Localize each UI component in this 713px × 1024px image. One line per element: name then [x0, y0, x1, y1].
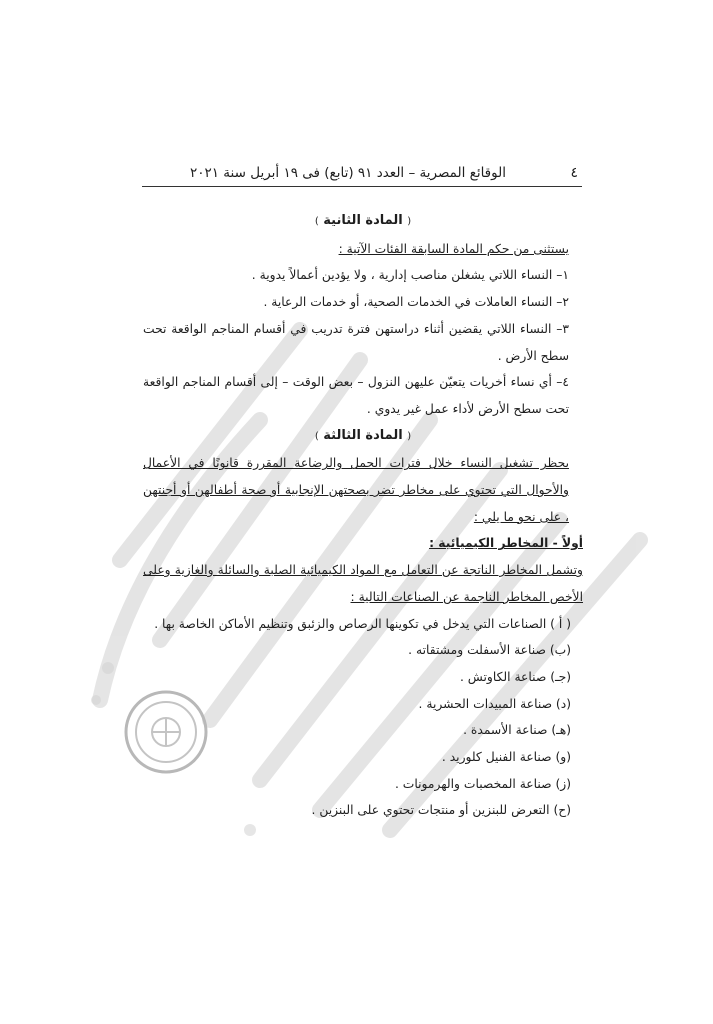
article-3-title: المادة الثالثة [323, 427, 403, 443]
page-number: ٤ [570, 165, 578, 181]
industry-item: (و) صناعة الفنيل كلوريد . [441, 750, 571, 765]
article-3-heading [143, 423, 583, 451]
article-2-heading [143, 208, 583, 236]
industry-item: (ح) التعرض للبنزين أو منتجات تحتوي على البنزين . [311, 803, 571, 818]
industry-item: ( أ ) الصناعات التي يدخل في تكوينها الرصاص والزئبق وتنظيم الأماكن الخاصة بها . [154, 616, 571, 631]
industry-item: (جـ) صناعة الكاوتش . [459, 669, 571, 684]
article-2-item: ٤– أي نساء أخريات يتعيّن عليهن النزول – بعض الوقت – إلى أقسام المناجم الواقعة تحت سطح الأرض لأداء عمل غير يدوي . [143, 375, 569, 416]
page-header [142, 160, 582, 187]
article-2-title: المادة الثانية [323, 213, 403, 228]
article-2-item: ١– النساء اللاتي يشغلن مناصب إدارية ، ولا يؤدين أعمالاً يدوية . [251, 268, 569, 283]
open-paren: ( [407, 216, 412, 227]
industry-item: (ز) صناعة المخصبات والهرمونات . [394, 776, 571, 791]
article-2-item: ٣– النساء اللاتي يقضين أثناء دراستهن فترة تدريب في أقسام المناجم الواقعة تحت سطح الأرض . [143, 321, 569, 363]
article-2-item: ٢– النساء العاملات في الخدمات الصحية، أو خدمات الرعاية . [263, 295, 569, 310]
open-paren: ( [407, 430, 412, 442]
article-3-intro-text: يحظر تشغيل النساء خلال فترات الحمل والرضاعة المقررة قانونًا في الأعمال والأحوال التي تحتوي على مخاطر تضر بصحتهن الإنجابية أو صحة أطفالهن أو أجنتهن ، على نحو ما يلي : [143, 456, 569, 524]
article-3-subheading [143, 530, 583, 557]
document-body [143, 208, 583, 824]
industry-item: (هـ) صناعة الأسمدة . [463, 723, 571, 738]
industry-item: (د) صناعة المبيدات الحشرية . [418, 696, 571, 711]
article-2-intro [143, 236, 583, 263]
article-3-intro [143, 450, 583, 530]
article-3-sub-intro-text: وتشمل المخاطر الناتجة عن التعامل مع المواد الكيميائية الصلبة والسائلة والغازية وعلى الأخص المخاطر الناجمة عن الصناعات التالية : [143, 563, 583, 604]
chemical-hazards-heading: أولاً - المخاطر الكيميائية : [429, 536, 583, 551]
article-2-intro-text: يستثنى من حكم المادة السابقة الفئات الآتية : [338, 241, 569, 256]
industry-item: (ب) صناعة الأسفلت ومشتقاته . [408, 643, 571, 658]
close-paren: ) [314, 216, 319, 227]
gazette-title: الوقائع المصرية – العدد ٩١ (تابع) فى ١٩ أبريل سنة ٢٠٢١ [190, 165, 506, 181]
article-3-sub-intro [143, 557, 583, 610]
close-paren: ) [314, 430, 319, 442]
